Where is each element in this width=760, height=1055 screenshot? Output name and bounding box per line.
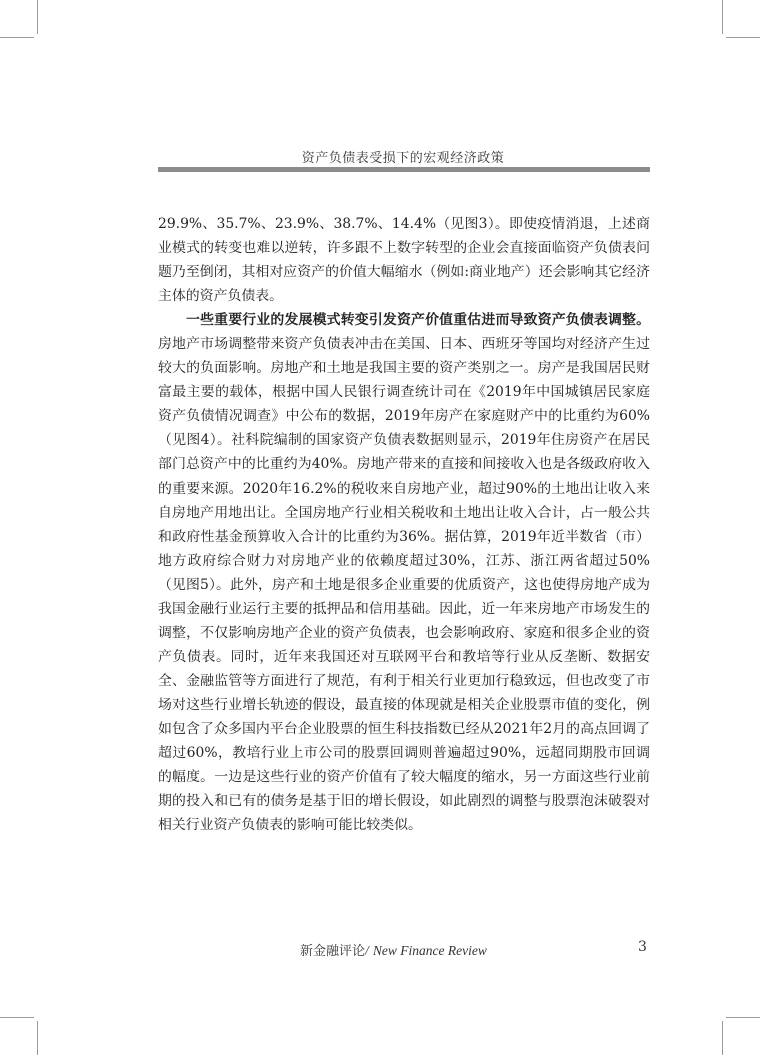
crop-mark [726, 1017, 760, 1018]
crop-mark [726, 37, 760, 38]
crop-mark [722, 1021, 723, 1055]
journal-name-en: New Finance Review [372, 943, 487, 958]
journal-name-cn: 新金融评论 [300, 944, 366, 959]
crop-mark [37, 0, 38, 34]
page-number: 3 [638, 939, 647, 955]
running-header: 资产负债表受损下的宏观经济政策 [301, 151, 505, 166]
header-rule [158, 167, 650, 172]
paragraph-text: 房地产市场调整带来资产负债表冲击在美国、日本、西班牙等国均对经济产生过较大的负面影响。房地产和土地是我国主要的资产类别之一。房产是我国居民财富最主要的载体，根据中国人民银行调查统计司在《2019年中国城镇居民家庭资产负债情况调查》中公布的数据，2019年房产在家庭财产中的比重约为60%（见图4）。社科院编制的国家资产负债表数据则显示，2019年住房资产在居民部门总资产中的比重约为40%。房地产带来的直接和间接收入也是各级政府收入的重要来源。2020年16.2%的税收来自房地产业，超过90%的土地出让收入来自房地产用地出让。全国房地产行业相关税收和土地出让收入合计，占一般公共和政府性基金预算收入合计的比重约为36%。据估算，2019年近半数省（市）地方政府综合财力对房地产业的依赖度超过30%，江苏、浙江两省超过50%（见图5）。此外，房产和土地是很多企业重要的优质资产，这也使得房地产成为我国金融行业运行主要的抵押品和信用基础。因此，近一年来房地产市场发生的调整，不仅影响房地产企业的资产负债表，也会影响政府、家庭和很多企业的资产负债表。同时，近年来我国还对互联网平台和教培等行业从反垄断、数据安全、金融监管等方面进行了规范，有利于相关行业更加行稳致远，但也改变了市场对这些行业增长轨迹的假设，最直接的体现就是相关企业股票市值的变化，例如包含了众多国内平台企业股票的恒生科技指数已经从2021年2月的高点回调了超过60%，教培行业上市公司的股票回调则普遍超过90%，远超同期股市回调的幅度。一边是这些行业的资产价值有了较大幅度的缩水，另一方面这些行业前期的投入和已有的债务是基于旧的增长假设，如此剧烈的调整与股票泡沫破裂对相关行业资产负债表的影响可能比较类似。 [158, 336, 650, 834]
crop-mark [0, 1017, 34, 1018]
crop-mark [722, 0, 723, 34]
paragraph-lead-bold: 一些重要行业的发展模式转变引发资产价值重估进而导致资产负债表调整。 [186, 312, 650, 329]
paragraph: 29.9%、35.7%、23.9%、38.7%、14.4%（见图3）。即使疫情消退，上述商业模式的转变也难以逆转，许多跟不上数字转型的企业会直接面临资产负债表问题乃至倒闭，其相对应资产的价值大幅缩水（例如:商业地产）还会影响其它经济主体的资产负债表。 [158, 216, 650, 305]
crop-mark [0, 37, 34, 38]
footer-journal-name [300, 940, 487, 959]
paragraph [158, 308, 650, 837]
journal-separator: / [365, 943, 369, 958]
crop-mark [37, 1021, 38, 1055]
article-body [158, 212, 650, 837]
